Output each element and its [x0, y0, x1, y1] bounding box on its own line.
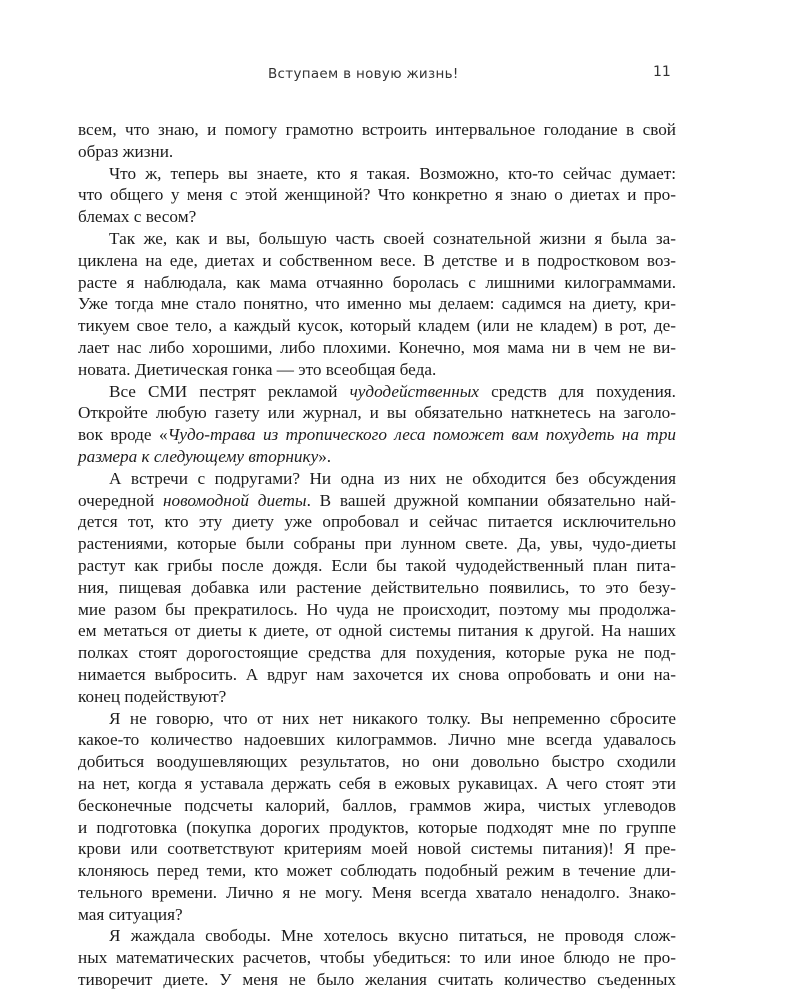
- text-line: [78, 620, 676, 642]
- text-run: нимается выбросить. А вдруг нам захочется их снова опробовать и они на-: [78, 664, 676, 684]
- text-run: и подготовка (покупка дорогих продуктов, которые подходят мне по группе: [78, 817, 676, 837]
- text-line: [78, 533, 676, 555]
- text-line: [78, 424, 676, 446]
- page-number: 11: [653, 64, 671, 80]
- text-run: ».: [318, 446, 332, 466]
- text-run: блемах с весом?: [78, 207, 197, 227]
- text-line: [78, 468, 676, 490]
- text-run: А встречи с подругами? Ни одна из них не обходится без обсуждения: [109, 468, 676, 488]
- text-line: [78, 381, 676, 403]
- text-run: ния, пищевая добавка или растение действительно появились, то это безу-: [78, 577, 676, 597]
- text-line: [78, 141, 676, 163]
- text-run: ем метаться от диеты к диете, от одной системы питания к другой. На наших: [78, 621, 676, 641]
- text-line: [78, 838, 676, 860]
- text-line: [78, 250, 676, 272]
- text-run: Я жаждала свободы. Мне хотелось вкусно питаться, не проводя слож-: [109, 926, 676, 946]
- text-line: [78, 228, 676, 250]
- italic-phrase: новомодной диеты: [162, 490, 307, 510]
- text-line: [78, 206, 676, 228]
- text-line: [78, 555, 676, 577]
- text-run: тиворечит диете. У меня не было желания считать количество съеденных: [78, 970, 676, 990]
- text-run: очередной: [78, 490, 163, 510]
- text-line: [78, 947, 676, 969]
- text-run: растениями, которые были собраны при лунном свете. Да, увы, чудо-диеты: [78, 534, 676, 554]
- text-line: [78, 773, 676, 795]
- text-run: тельного времени. Лично я не могу. Меня всегда хватало ненадолго. Знако-: [78, 882, 676, 902]
- text-line: [78, 904, 676, 926]
- text-line: [78, 751, 676, 773]
- italic-phrase: Чудо-трава из тропического леса поможет вам похудеть на три: [167, 425, 677, 445]
- text-run: клоняюсь перед теми, кто может соблюдать подобный режим в течение дли-: [78, 861, 676, 881]
- text-line: [78, 969, 676, 991]
- text-line: [78, 163, 676, 185]
- text-line: [78, 511, 676, 533]
- text-line: [78, 708, 676, 730]
- text-run: крови или соответствуют критериям моей новой системы питания)! Я пре-: [78, 839, 676, 859]
- text-run: растут как грибы после дождя. Если бы такой чудодейственный план пита-: [78, 555, 676, 575]
- text-line: [78, 184, 676, 206]
- text-line: [78, 860, 676, 882]
- text-run: вок вроде «: [78, 425, 168, 445]
- text-line: [78, 490, 676, 512]
- text-run: бесконечные подсчеты калорий, баллов, граммов жира, чистых углеводов: [78, 795, 676, 815]
- text-run: Все СМИ пестрят рекламой: [109, 381, 350, 401]
- text-line: [78, 817, 676, 839]
- running-title: Вступаем в новую жизнь!: [268, 66, 459, 82]
- text-line: [78, 119, 676, 141]
- text-line: [78, 402, 676, 424]
- text-line: [78, 272, 676, 294]
- text-line: [78, 686, 676, 708]
- italic-phrase: чудодейственных: [349, 381, 480, 401]
- text-line: [78, 729, 676, 751]
- text-line: [78, 446, 676, 468]
- text-run: Откройте любую газету или журнал, и вы обязательно наткнетесь на заголо-: [78, 403, 676, 423]
- text-run: какое-то количество надоевших килограммов. Лично мне всегда удавалось: [78, 730, 676, 750]
- text-run: полках стоят дорогостоящие средства для похудения, которые рука не под-: [78, 643, 676, 663]
- italic-phrase: размера к следующему вторнику: [78, 446, 319, 466]
- text-line: [78, 337, 676, 359]
- body-text: [78, 119, 676, 991]
- text-run: мая ситуация?: [78, 904, 183, 924]
- text-line: [78, 293, 676, 315]
- text-line: [78, 599, 676, 621]
- text-run: ных математических расчетов, чтобы убедиться: то или иное блюдо не про-: [78, 948, 676, 968]
- text-run: . В вашей дружной компании обязательно най-: [306, 490, 677, 510]
- text-line: [78, 315, 676, 337]
- text-run: средств для похудения.: [479, 381, 676, 401]
- text-run: Так же, как и вы, большую часть своей сознательной жизни я была за-: [109, 228, 676, 248]
- text-run: добиться воодушевляющих результатов, но они довольно быстро сходили: [78, 752, 676, 772]
- text-run: всем, что знаю, и помогу грамотно встроить интервальное голодание в свой: [78, 120, 676, 139]
- text-run: циклена на еде, диетах и собственном весе. В детстве и в подростковом воз-: [78, 250, 676, 270]
- text-line: [78, 925, 676, 947]
- text-line: [78, 882, 676, 904]
- text-run: мие разом бы прекратилось. Но чуда не происходит, поэтому мы продолжа-: [78, 599, 676, 619]
- text-run: что общего у меня с этой женщиной? Что конкретно я знаю о диетах и про-: [78, 185, 676, 205]
- text-run: новата. Диетическая гонка — это всеобщая беда.: [78, 359, 437, 379]
- running-header: [0, 66, 800, 86]
- text-run: тикуем свое тело, а каждый кусок, который кладем (или не кладем) в рот, де-: [78, 316, 676, 336]
- text-run: дется тот, кто эту диету уже опробовал и сейчас питается исключительно: [78, 512, 676, 532]
- text-run: лает нас либо хорошими, либо плохими. Конечно, моя мама ни в чем не ви-: [78, 337, 676, 357]
- text-line: [78, 664, 676, 686]
- text-line: [78, 577, 676, 599]
- text-run: конец подействуют?: [78, 686, 227, 706]
- text-line: [78, 795, 676, 817]
- text-run: Что ж, теперь вы знаете, кто я такая. Возможно, кто-то сейчас думает:: [109, 163, 676, 183]
- text-run: расте я наблюдала, как мама отчаянно боролась с лишними килограммами.: [78, 272, 676, 292]
- text-run: на нет, когда я уставала держать себя в ежовых рукавицах. А чего стоят эти: [78, 773, 676, 793]
- text-run: Уже тогда мне стало понятно, что именно мы делаем: садимся на диету, кри-: [78, 294, 676, 314]
- text-line: [78, 642, 676, 664]
- text-run: образ жизни.: [78, 141, 174, 161]
- text-run: Я не говорю, что от них нет никакого толку. Вы непременно сбросите: [109, 708, 676, 728]
- text-line: [78, 359, 676, 381]
